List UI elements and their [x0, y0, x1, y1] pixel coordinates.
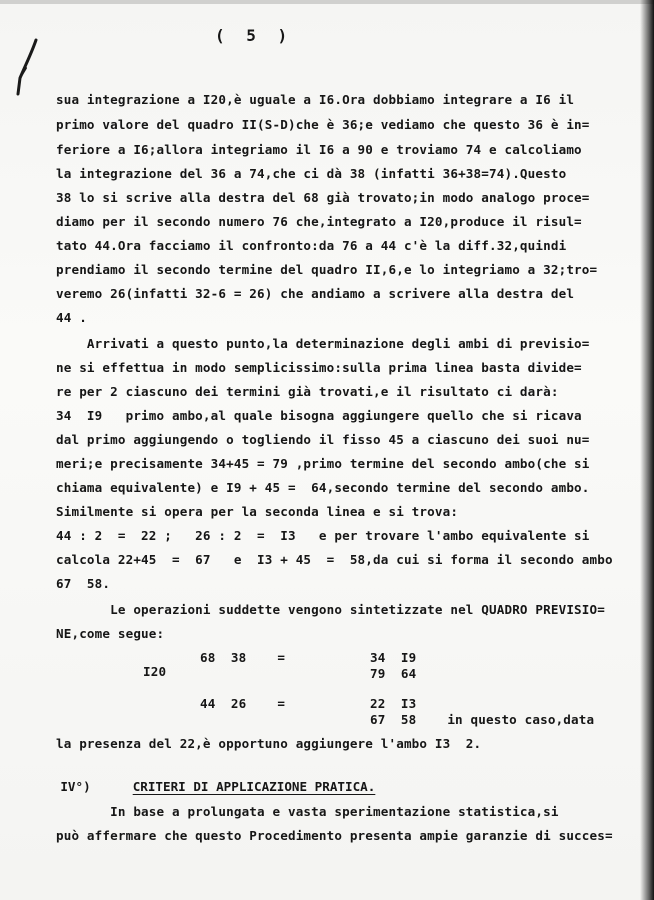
text-line: primo valore del quadro II(S-D)che è 36;e vediamo che questo 36 è in=	[56, 117, 590, 132]
text-line: Le operazioni suddette vengono sintetizzate nel QUADRO PREVISIO=	[56, 602, 605, 617]
margin-pen-mark-icon	[14, 38, 44, 102]
scan-top-edge	[0, 0, 654, 4]
text-line: prendiamo il secondo termine del quadro II,6,e lo integriamo a 32;tro=	[56, 262, 598, 277]
text-line: meri;e precisamente 34+45 = 79 ,primo termine del secondo ambo(che si	[56, 456, 590, 471]
quadro-row3-left: 44 26 =	[200, 696, 286, 711]
text-line: 44 : 2 = 22 ; 26 : 2 = I3 e per trovare l'ambo equivalente si	[56, 528, 590, 543]
text-line: re per 2 ciascuno dei termini già trovati,e il risultato ci darà:	[56, 384, 559, 399]
text-line: diamo per il secondo numero 76 che,integrato a I20,produce il risul=	[56, 214, 582, 229]
section-title: CRITERI DI APPLICAZIONE PRATICA.	[132, 779, 376, 794]
page-number: ( 5 )	[215, 26, 294, 45]
quadro-row3-right: 22 I3	[370, 696, 417, 711]
text-line: la presenza del 22,è opportuno aggiungere l'ambo I3 2.	[56, 736, 482, 751]
text-line: NE,come segue:	[56, 626, 165, 641]
quadro-row1-right: 34 I9	[370, 650, 417, 665]
section-number: IV°)	[60, 779, 91, 794]
text-line: 67 58.	[56, 576, 111, 591]
scan-right-edge	[640, 0, 654, 900]
text-line: dal primo aggiungendo o togliendo il fisso 45 a ciascuno dei suoi nu=	[56, 432, 590, 447]
text-line: In base a prolungata e vasta sperimentazione statistica,si	[56, 804, 559, 819]
text-line: la integrazione del 36 a 74,che ci dà 38 (infatti 36+38=74).Questo	[56, 166, 567, 181]
quadro-row-label: I20	[143, 664, 167, 679]
text-line: 44 .	[56, 310, 87, 325]
text-line: chiama equivalente) e I9 + 45 = 64,secondo termine del secondo ambo.	[56, 480, 590, 495]
text-line: veremo 26(infatti 32-6 = 26) che andiamo a scrivere alla destra del	[56, 286, 575, 301]
text-line: tato 44.Ora facciamo il confronto:da 76 a 44 c'è la diff.32,quindi	[56, 238, 567, 253]
section-heading	[30, 764, 375, 809]
text-line: ne si effettua in modo semplicissimo:sulla prima linea basta divide=	[56, 360, 582, 375]
text-line: Arrivati a questo punto,la determinazione degli ambi di previsio=	[56, 336, 590, 351]
text-line: può affermare che questo Procedimento presenta ampie garanzie di succes=	[56, 828, 613, 843]
text-line: 34 I9 primo ambo,al quale bisogna aggiungere quello che si ricava	[56, 408, 582, 423]
text-line: Similmente si opera per la seconda linea e si trova:	[56, 504, 459, 519]
text-line: sua integrazione a I20,è uguale a I6.Ora dobbiamo integrare a I6 il	[56, 92, 575, 107]
quadro-row2-right: 79 64	[370, 666, 417, 681]
quadro-row1-left: 68 38 =	[200, 650, 286, 665]
text-line: feriore a I6;allora integriamo il I6 a 90 e troviamo 74 e calcoliamo	[56, 142, 582, 157]
text-line: 38 lo si scrive alla destra del 68 già trovato;in modo analogo proce=	[56, 190, 590, 205]
text-line: calcola 22+45 = 67 e I3 + 45 = 58,da cui si forma il secondo ambo	[56, 552, 613, 567]
quadro-row4-right: 67 58 in questo caso,data	[370, 712, 595, 727]
